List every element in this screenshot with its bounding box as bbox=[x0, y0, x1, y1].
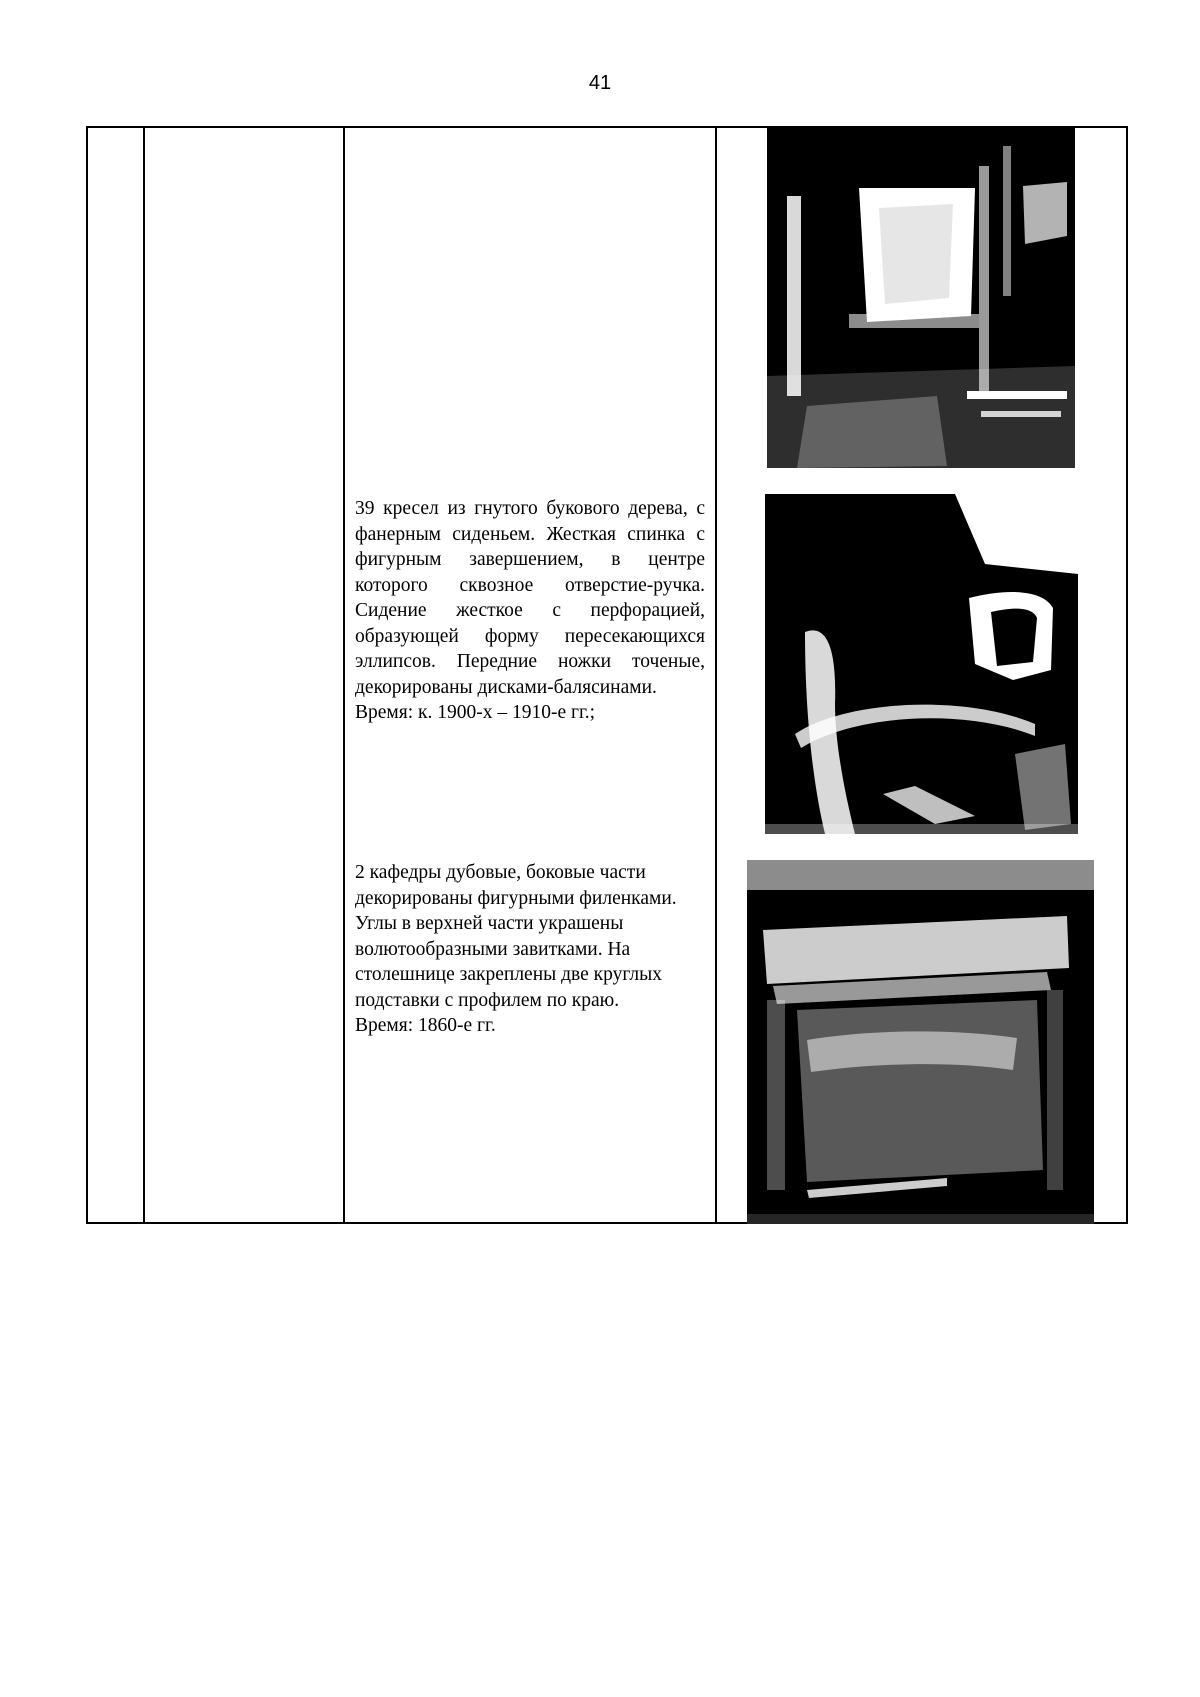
photo-chair-upper bbox=[767, 126, 1075, 468]
column-divider-2 bbox=[343, 126, 345, 1224]
table-border-right bbox=[1126, 126, 1128, 1224]
column-divider-3 bbox=[715, 126, 717, 1224]
entry-description bbox=[355, 860, 705, 1039]
photo-bentwood-chair bbox=[765, 494, 1078, 834]
column-divider-1 bbox=[143, 126, 145, 1224]
entry-description bbox=[355, 496, 705, 726]
chairs-description: 39 кресел из гнутого букового дерева, с фанерным сиденьем. Жесткая спинка с фигурным завершением, в центре которого сквозное отверстие-ручка. Сидение жесткое с перфорацией, образующей форму пересекающихся эллипсов. Передние ножки точеные, декорированы дисками-балясинами. bbox=[355, 498, 705, 698]
lecterns-time: Время: 1860-е гг. bbox=[355, 1015, 496, 1036]
table-border-left bbox=[86, 126, 88, 1224]
inventory-table bbox=[86, 126, 1128, 1224]
lecterns-description: 2 кафедры дубовые, боковые части декорированы фигурными филенками. Углы в верхней части украшены волютообразными завитками. На столешнице закреплены две круглых подставки с профилем по краю. bbox=[355, 862, 677, 1011]
chairs-time: Время: к. 1900-х – 1910-е гг.; bbox=[355, 702, 596, 723]
page-number: 41 bbox=[588, 72, 612, 94]
photo-oak-lectern bbox=[747, 860, 1094, 1224]
